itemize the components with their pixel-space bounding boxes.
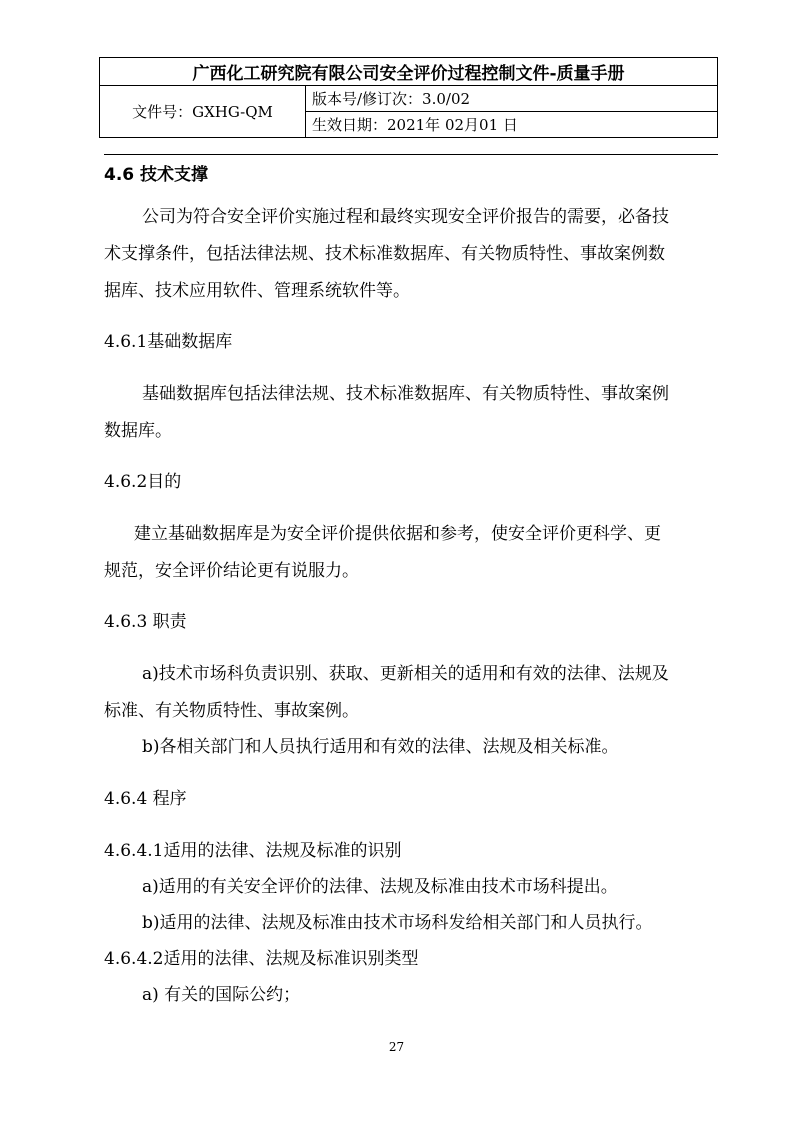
header-divider bbox=[104, 154, 718, 155]
section-heading-4-6-4-1: 4.6.4.1适用的法律、法规及标准的识别 bbox=[104, 841, 402, 861]
paragraph-line: 数据库。 bbox=[104, 421, 172, 441]
effective-date: 生效日期：2021年 02月01 日 bbox=[306, 112, 718, 138]
section-heading-4-6-1: 4.6.1基础数据库 bbox=[104, 332, 233, 352]
list-item: a)适用的有关安全评价的法律、法规及标准由技术市场科提出。 bbox=[142, 877, 618, 897]
document-header-table bbox=[99, 57, 718, 138]
section-heading-4-6-4-2: 4.6.4.2适用的法律、法规及标准识别类型 bbox=[104, 949, 419, 969]
version-number: 版本号/修订次：3.0/02 bbox=[306, 86, 718, 112]
paragraph-line: 公司为符合安全评价实施过程和最终实现安全评价报告的需要，必备技 bbox=[142, 207, 669, 227]
list-item: a) 有关的国际公约； bbox=[142, 985, 301, 1005]
page-number: 27 bbox=[388, 1040, 405, 1054]
list-item: a)技术市场科负责识别、获取、更新相关的适用和有效的法律、法规及 bbox=[142, 664, 669, 684]
paragraph-line: 基础数据库包括法律法规、技术标准数据库、有关物质特性、事故案例 bbox=[142, 384, 669, 404]
list-item: b)各相关部门和人员执行适用和有效的法律、法规及相关标准。 bbox=[142, 737, 619, 757]
document-number: 文件号：GXHG-QM bbox=[100, 86, 306, 138]
list-item: b)适用的法律、法规及标准由技术市场科发给相关部门和人员执行。 bbox=[142, 913, 653, 933]
paragraph-line: 据库、技术应用软件、管理系统软件等。 bbox=[104, 281, 410, 301]
section-heading-4-6: 4.6 技术支撑 bbox=[104, 165, 209, 185]
paragraph-line: 规范，安全评价结论更有说服力。 bbox=[104, 561, 359, 581]
paragraph-line: 建立基础数据库是为安全评价提供依据和参考，使安全评价更科学、更 bbox=[134, 524, 661, 544]
list-item-continuation: 标准、有关物质特性、事故案例。 bbox=[104, 701, 359, 721]
section-heading-4-6-2: 4.6.2目的 bbox=[104, 472, 182, 492]
section-heading-4-6-3: 4.6.3 职责 bbox=[104, 612, 187, 632]
section-heading-4-6-4: 4.6.4 程序 bbox=[104, 789, 187, 809]
paragraph-line: 术支撑条件，包括法律法规、技术标准数据库、有关物质特性、事故案例数 bbox=[104, 244, 665, 264]
document-title: 广西化工研究院有限公司安全评价过程控制文件-质量手册 bbox=[100, 58, 718, 86]
